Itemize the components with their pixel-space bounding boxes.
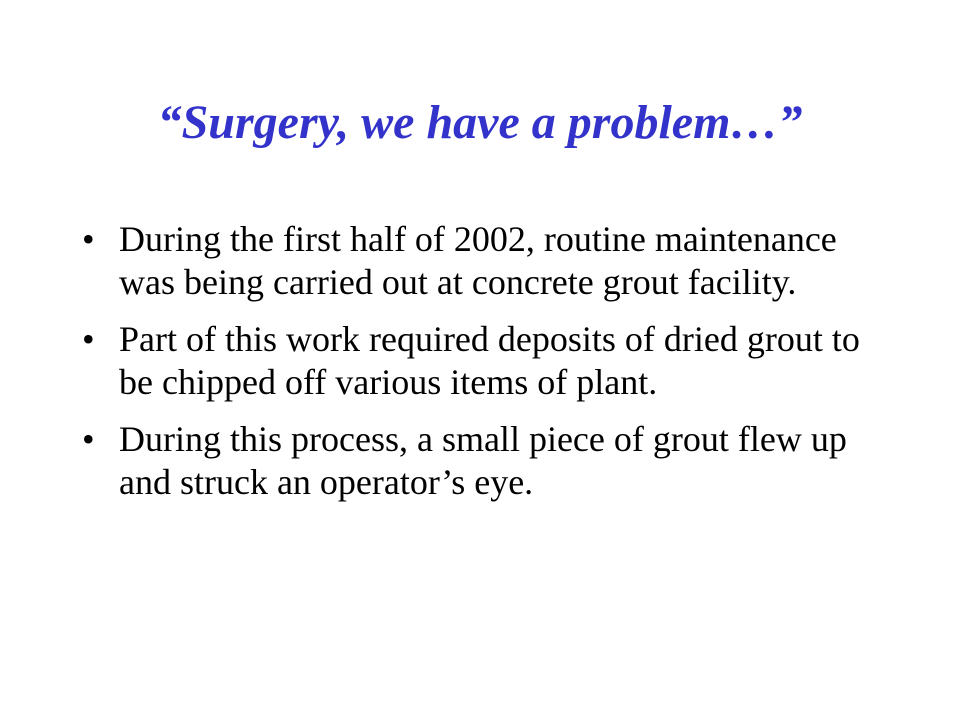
bullet-marker: • [82,419,95,459]
bullet-marker: • [82,219,95,259]
bullet-text: Part of this work required deposits of dried grout to be chipped off various items of plant. [119,319,860,402]
bullet-item [82,418,882,504]
bullet-item [82,318,882,404]
bullet-text: During this process, a small piece of grout flew up and struck an operator’s eye. [119,419,847,502]
slide-title: “Surgery, we have a problem…” [157,96,803,149]
bullet-list [82,218,882,518]
bullet-item [82,218,882,304]
bullet-marker: • [82,319,95,359]
bullet-text: During the first half of 2002, routine maintenance was being carried out at concrete grout facility. [119,219,837,302]
